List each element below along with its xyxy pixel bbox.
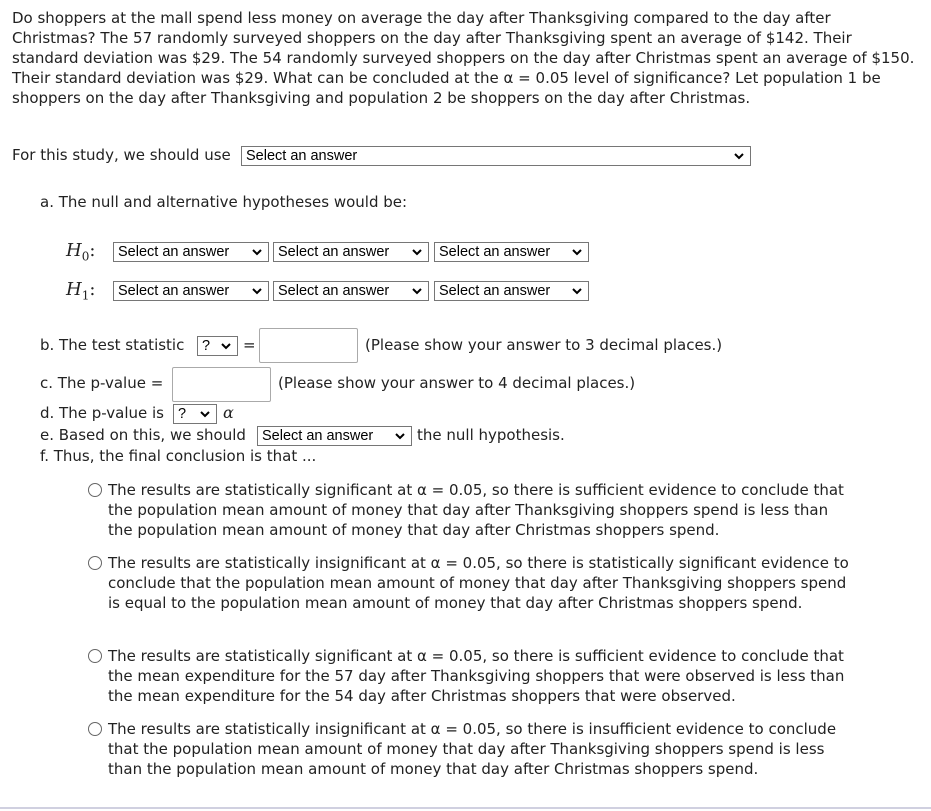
part-c-hint: (Please show your answer to 4 decimal places.) <box>278 374 636 392</box>
part-b-label: b. The test statistic <box>40 336 185 354</box>
h1-symbol: $H_1$: <box>66 279 96 303</box>
bottom-divider <box>0 807 931 809</box>
chevron-down-icon <box>410 283 424 299</box>
chevron-down-icon <box>570 283 584 299</box>
h0-select-1-value: Select an answer <box>118 244 230 260</box>
conclusion-radio-4[interactable] <box>88 722 102 736</box>
alpha-symbol: α <box>223 403 234 422</box>
test-statistic-select-value: ? <box>202 338 211 354</box>
h1-select-3-value: Select an answer <box>439 283 551 299</box>
p-value-compare-select[interactable] <box>173 404 217 424</box>
part-b-hint: (Please show your answer to 3 decimal places.) <box>365 336 723 354</box>
test-statistic-input[interactable] <box>259 328 358 363</box>
p-value-input[interactable] <box>172 367 271 402</box>
h1-select-2[interactable] <box>273 281 429 301</box>
part-a-label: a. The null and alternative hypotheses would be: <box>40 193 408 211</box>
h0-select-2[interactable] <box>273 242 429 262</box>
study-select[interactable] <box>241 146 751 166</box>
test-statistic-select[interactable] <box>197 336 238 356</box>
conclusion-option-2: The results are statistically insignificant at α = 0.05, so there is statistically significant evidence to conclude that the population mean amount of money that day after Thanksgiving shoppers spend is equal to the population mean amount of money that day after Christmas shoppers spend. <box>108 554 849 612</box>
conclusion-option-1: The results are statistically significant at α = 0.05, so there is sufficient evidence to conclude that the population mean amount of money that day after Thanksgiving shoppers spend is less than the population mean amount of money that day after Christmas shoppers spend. <box>108 481 844 539</box>
h1-select-2-value: Select an answer <box>278 283 390 299</box>
conclusion-radio-2[interactable] <box>88 556 102 570</box>
equals-sign: = <box>243 336 256 354</box>
conclusion-option-3: The results are statistically significant at α = 0.05, so there is sufficient evidence to conclude that the mean expenditure for the 57 day after Thanksgiving shoppers that were observed is less than the mean expenditure for the 54 day after Christmas shoppers that were observed. <box>108 647 845 705</box>
h0-select-1[interactable] <box>113 242 269 262</box>
chevron-down-icon <box>250 283 264 299</box>
chevron-down-icon <box>198 406 212 422</box>
h0-select-3-value: Select an answer <box>439 244 551 260</box>
conclusion-radio-3[interactable] <box>88 649 102 663</box>
chevron-down-icon <box>250 244 264 260</box>
chevron-down-icon <box>570 244 584 260</box>
chevron-down-icon <box>393 428 407 444</box>
h1-select-1-value: Select an answer <box>118 283 230 299</box>
chevron-down-icon <box>732 148 746 164</box>
part-e-label: e. Based on this, we should <box>40 426 246 444</box>
conclusion-option-4: The results are statistically insignificant at α = 0.05, so there is insufficient evidence to conclude that the population mean amount of money that day after Thanksgiving shoppers spend is less than the population mean amount of money that day after Christmas shoppers spend. <box>108 720 837 778</box>
study-select-value: Select an answer <box>246 148 358 164</box>
chevron-down-icon <box>219 338 233 354</box>
study-prompt: For this study, we should use <box>12 146 231 164</box>
p-value-compare-select-value: ? <box>178 406 187 422</box>
part-e-suffix: the null hypothesis. <box>417 426 565 444</box>
h1-select-3[interactable] <box>434 281 589 301</box>
decision-select[interactable] <box>257 426 412 446</box>
chevron-down-icon <box>410 244 424 260</box>
part-c-label: c. The p-value = <box>40 374 164 392</box>
conclusion-radio-1[interactable] <box>88 483 102 497</box>
h0-select-3[interactable] <box>434 242 589 262</box>
h0-symbol: $H_0$: <box>66 240 96 264</box>
part-d-label: d. The p-value is <box>40 404 164 422</box>
h0-select-2-value: Select an answer <box>278 244 390 260</box>
h1-select-1[interactable] <box>113 281 269 301</box>
part-f-label: f. Thus, the final conclusion is that ... <box>40 447 317 465</box>
question-text: Do shoppers at the mall spend less money on average the day after Thanksgiving compared to the day after Christmas? The 57 randomly surveyed shoppers on the day after Thanksgiving spent an average of $142. Their standard deviation was $29. The 54 randomly surveyed shoppers on the day after Christmas spent an average of $150. Their standard deviation was $29. What can be concluded at the α = 0.05 level of significance? Let population 1 be shoppers on the day after Thanksgiving and population 2 be shoppers on the day after Christmas. <box>12 9 915 107</box>
decision-select-value: Select an answer <box>262 428 374 444</box>
